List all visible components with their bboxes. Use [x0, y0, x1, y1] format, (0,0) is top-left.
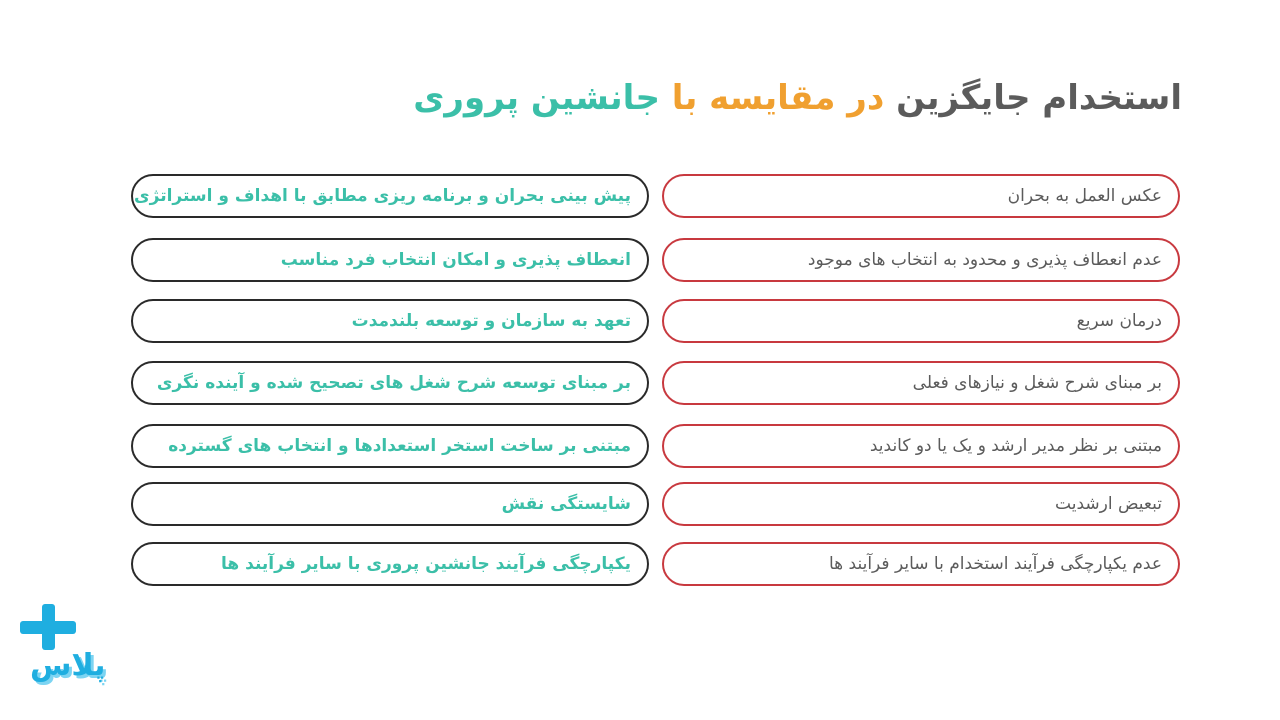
hiring-item-5: مبتنی بر نظر مدیر ارشد و یک یا دو کاندید	[662, 424, 1180, 468]
hiring-item-3: درمان سریع	[662, 299, 1180, 343]
slide-title	[413, 78, 1182, 118]
hiring-item-6: تبعیض ارشدیت	[662, 482, 1180, 526]
hiring-item-4: بر مبنای شرح شغل و نیازهای فعلی	[662, 361, 1180, 405]
succession-item-3: تعهد به سازمان و توسعه بلندمدت	[131, 299, 649, 343]
succession-item-7: یکپارچگی فرآیند جانشین پروری با سایر فرآیند ها	[131, 542, 649, 586]
succession-item-2: انعطاف پذیری و امکان انتخاب فرد مناسب	[131, 238, 649, 282]
hiring-item-1: عکس العمل به بحران	[662, 174, 1180, 218]
plus-icon-bar	[20, 621, 76, 634]
succession-item-4: بر مبنای توسعه شرح شغل های تصحیح شده و آینده نگری	[131, 361, 649, 405]
logo-text: پلاس	[30, 648, 106, 683]
title-part-compare: در مقایسه با	[671, 78, 885, 118]
title-part-hiring: استخدام جایگزین	[896, 78, 1182, 118]
succession-item-6: شایستگی نقش	[131, 482, 649, 526]
hiring-item-7: عدم یکپارچگی فرآیند استخدام با سایر فرآیند ها	[662, 542, 1180, 586]
succession-item-5: مبتنی بر ساخت استخر استعدادها و انتخاب های گسترده	[131, 424, 649, 468]
title-part-succession: جانشین پروری	[413, 78, 660, 118]
brand-logo	[16, 604, 136, 704]
succession-item-1: پیش بینی بحران و برنامه ریزی مطابق با اهداف و استراتژی	[131, 174, 649, 218]
hiring-item-2: عدم انعطاف پذیری و محدود به انتخاب های موجود	[662, 238, 1180, 282]
